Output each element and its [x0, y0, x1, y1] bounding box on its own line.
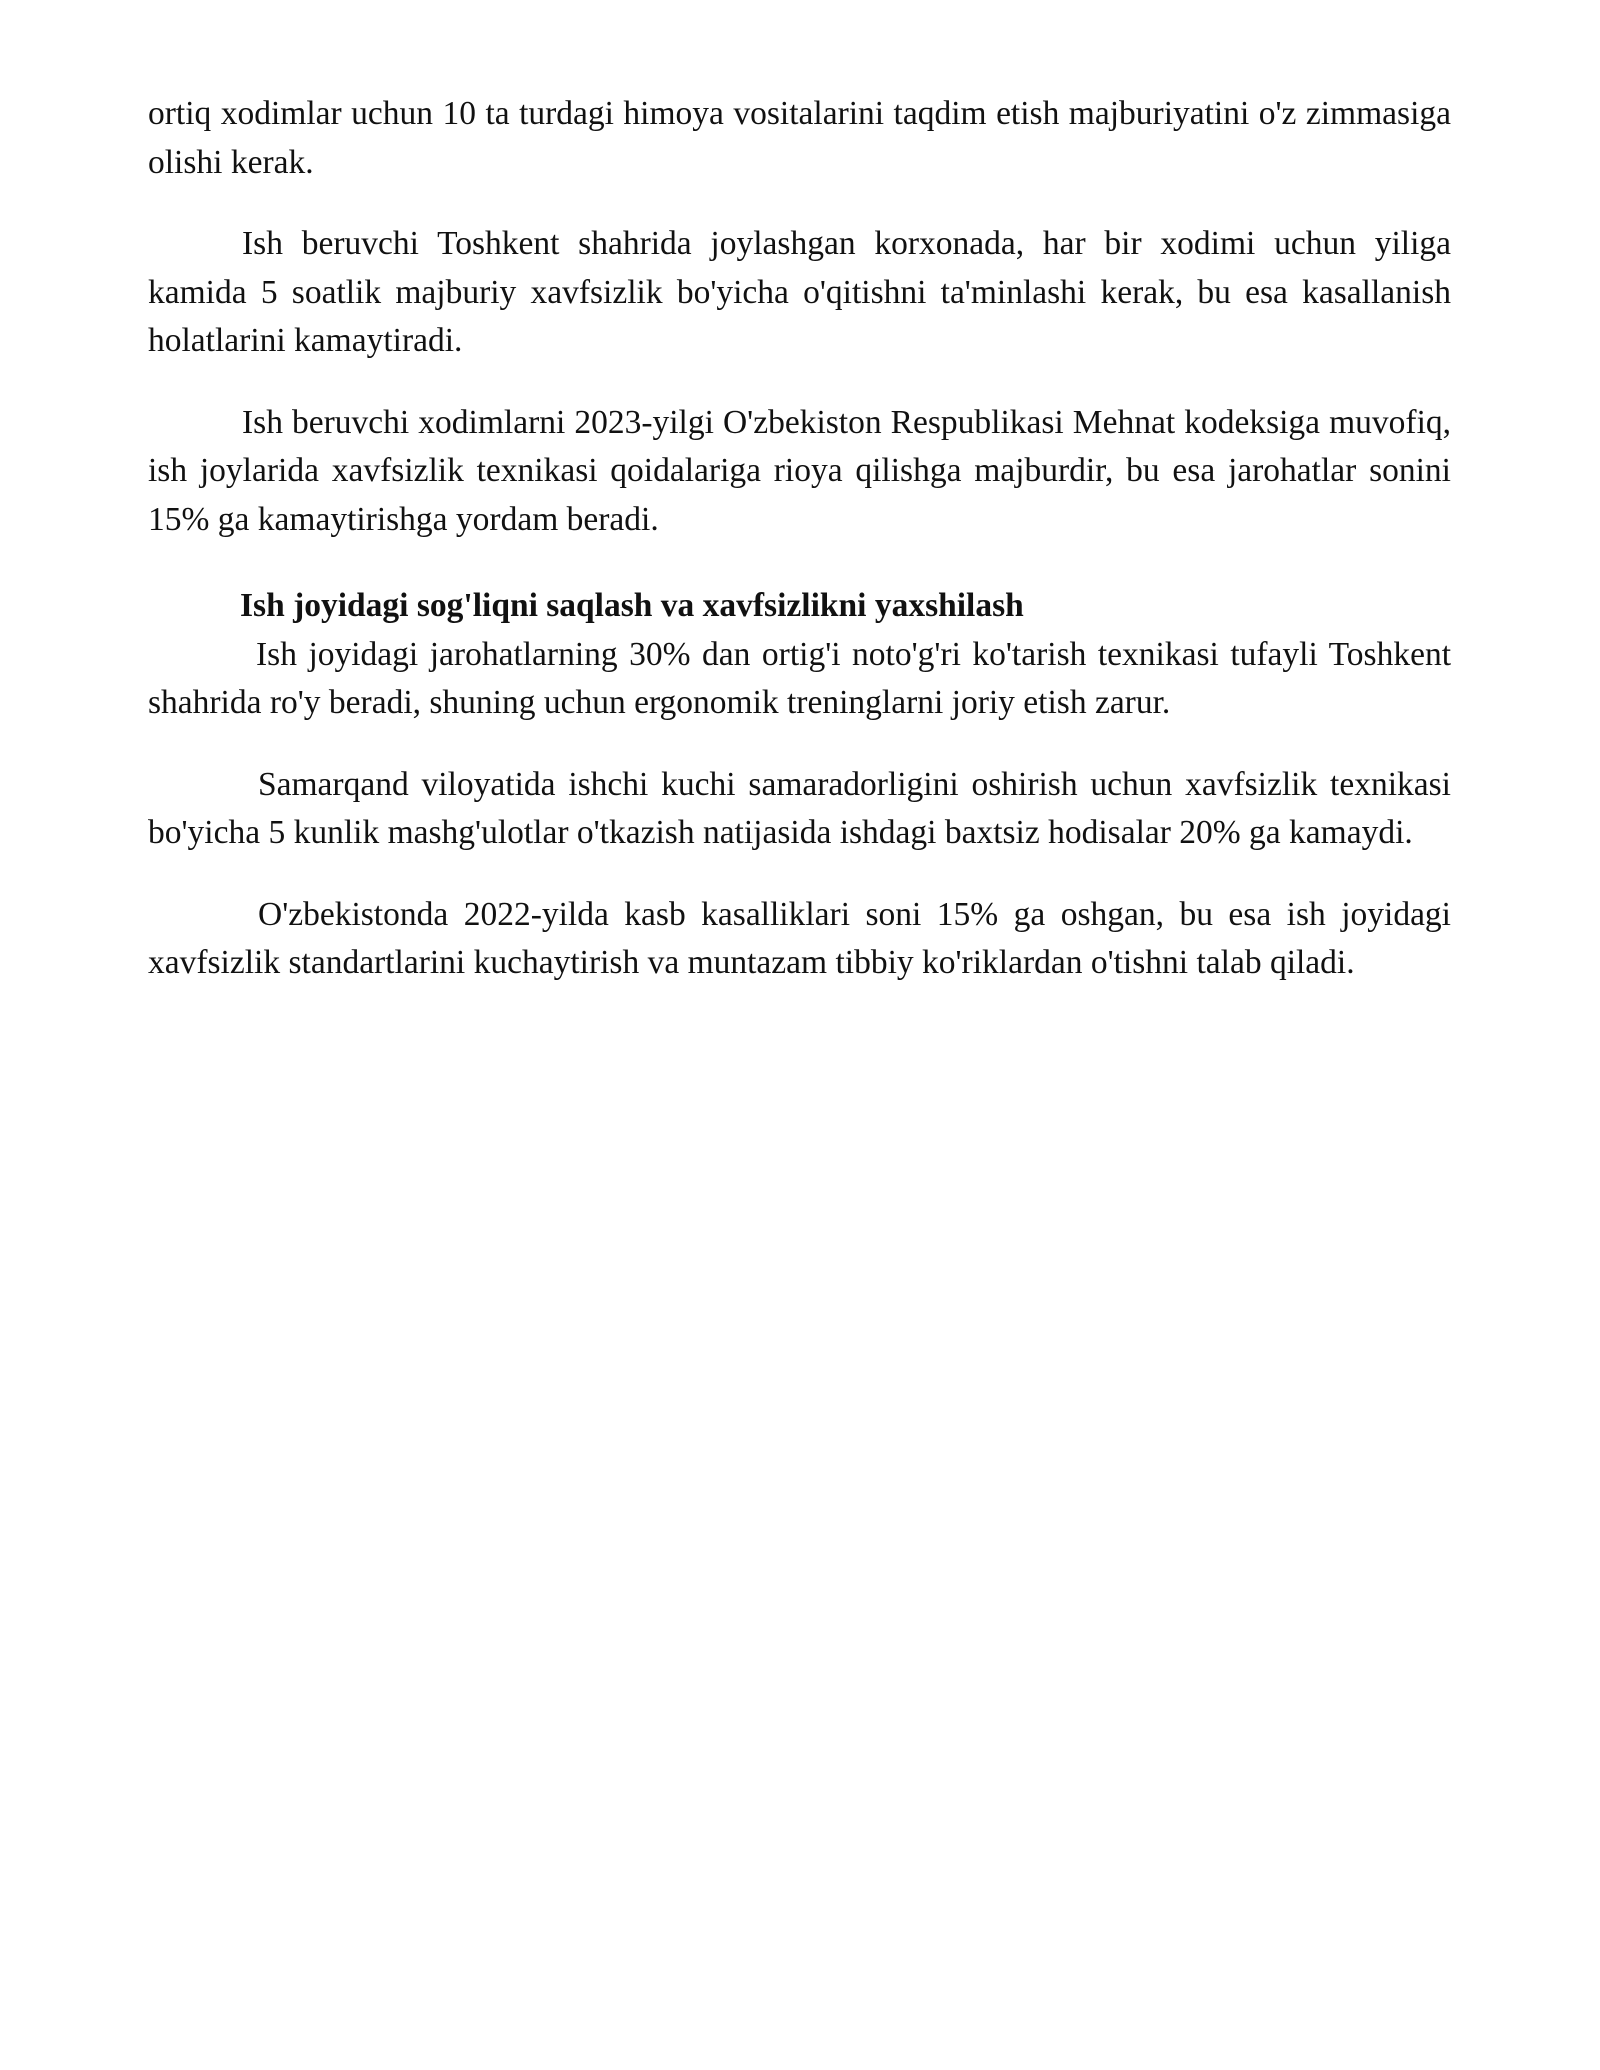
paragraph-labor-code: Ish beruvchi xodimlarni 2023-yilgi O'zbekiston Respublikasi Mehnat kodeksiga muvofiq, ish joylarida xavfsizlik texnikasi qoidalariga rioya qilishga majburdir, bu esa jarohatlar sonini 15% ga kamaytirishga yordam beradi.	[148, 403, 1451, 538]
paragraph-injury-statistics: Ish joyidagi jarohatlarning 30% dan ortig'i noto'g'ri ko'tarish texnikasi tufayli Toshkent shahrida ro'y beradi, shuning uchun ergonomik treninglarni joriy etish zarur.	[148, 635, 1451, 721]
section-heading: Ish joyidagi sog'liqni saqlash va xavfsizlikni yaxshilash	[240, 587, 1024, 624]
paragraph-training-requirement: Ish beruvchi Toshkent shahrida joylashgan korxonada, har bir xodimi uchun yiliga kamida 5 soatlik majburiy xavfsizlik bo'yicha o'qitishni ta'minlashi kerak, bu esa kasallanish holatlarini kamaytiradi.	[148, 225, 1451, 359]
paragraph-occupational-diseases: O'zbekistonda 2022-yilda kasb kasalliklari soni 15% ga oshgan, bu esa ish joyidagi xavfsizlik standartlarini kuchaytirish va muntazam tibbiy ko'riklardan o'tishni talab qiladi.	[148, 895, 1451, 981]
paragraph-samarkand-training: Samarqand viloyatida ishchi kuchi samaradorligini oshirish uchun xavfsizlik texnikasi bo'yicha 5 kunlik mashg'ulotlar o'tkazish natijasida ishdagi baxtsiz hodisalar 20% ga kamaydi.	[148, 765, 1451, 851]
paragraph-continuation: ortiq xodimlar uchun 10 ta turdagi himoya vositalarini taqdim etish majburiyatini o'z zimmasiga olishi kerak.	[148, 95, 1451, 181]
document-body	[148, 90, 1451, 988]
